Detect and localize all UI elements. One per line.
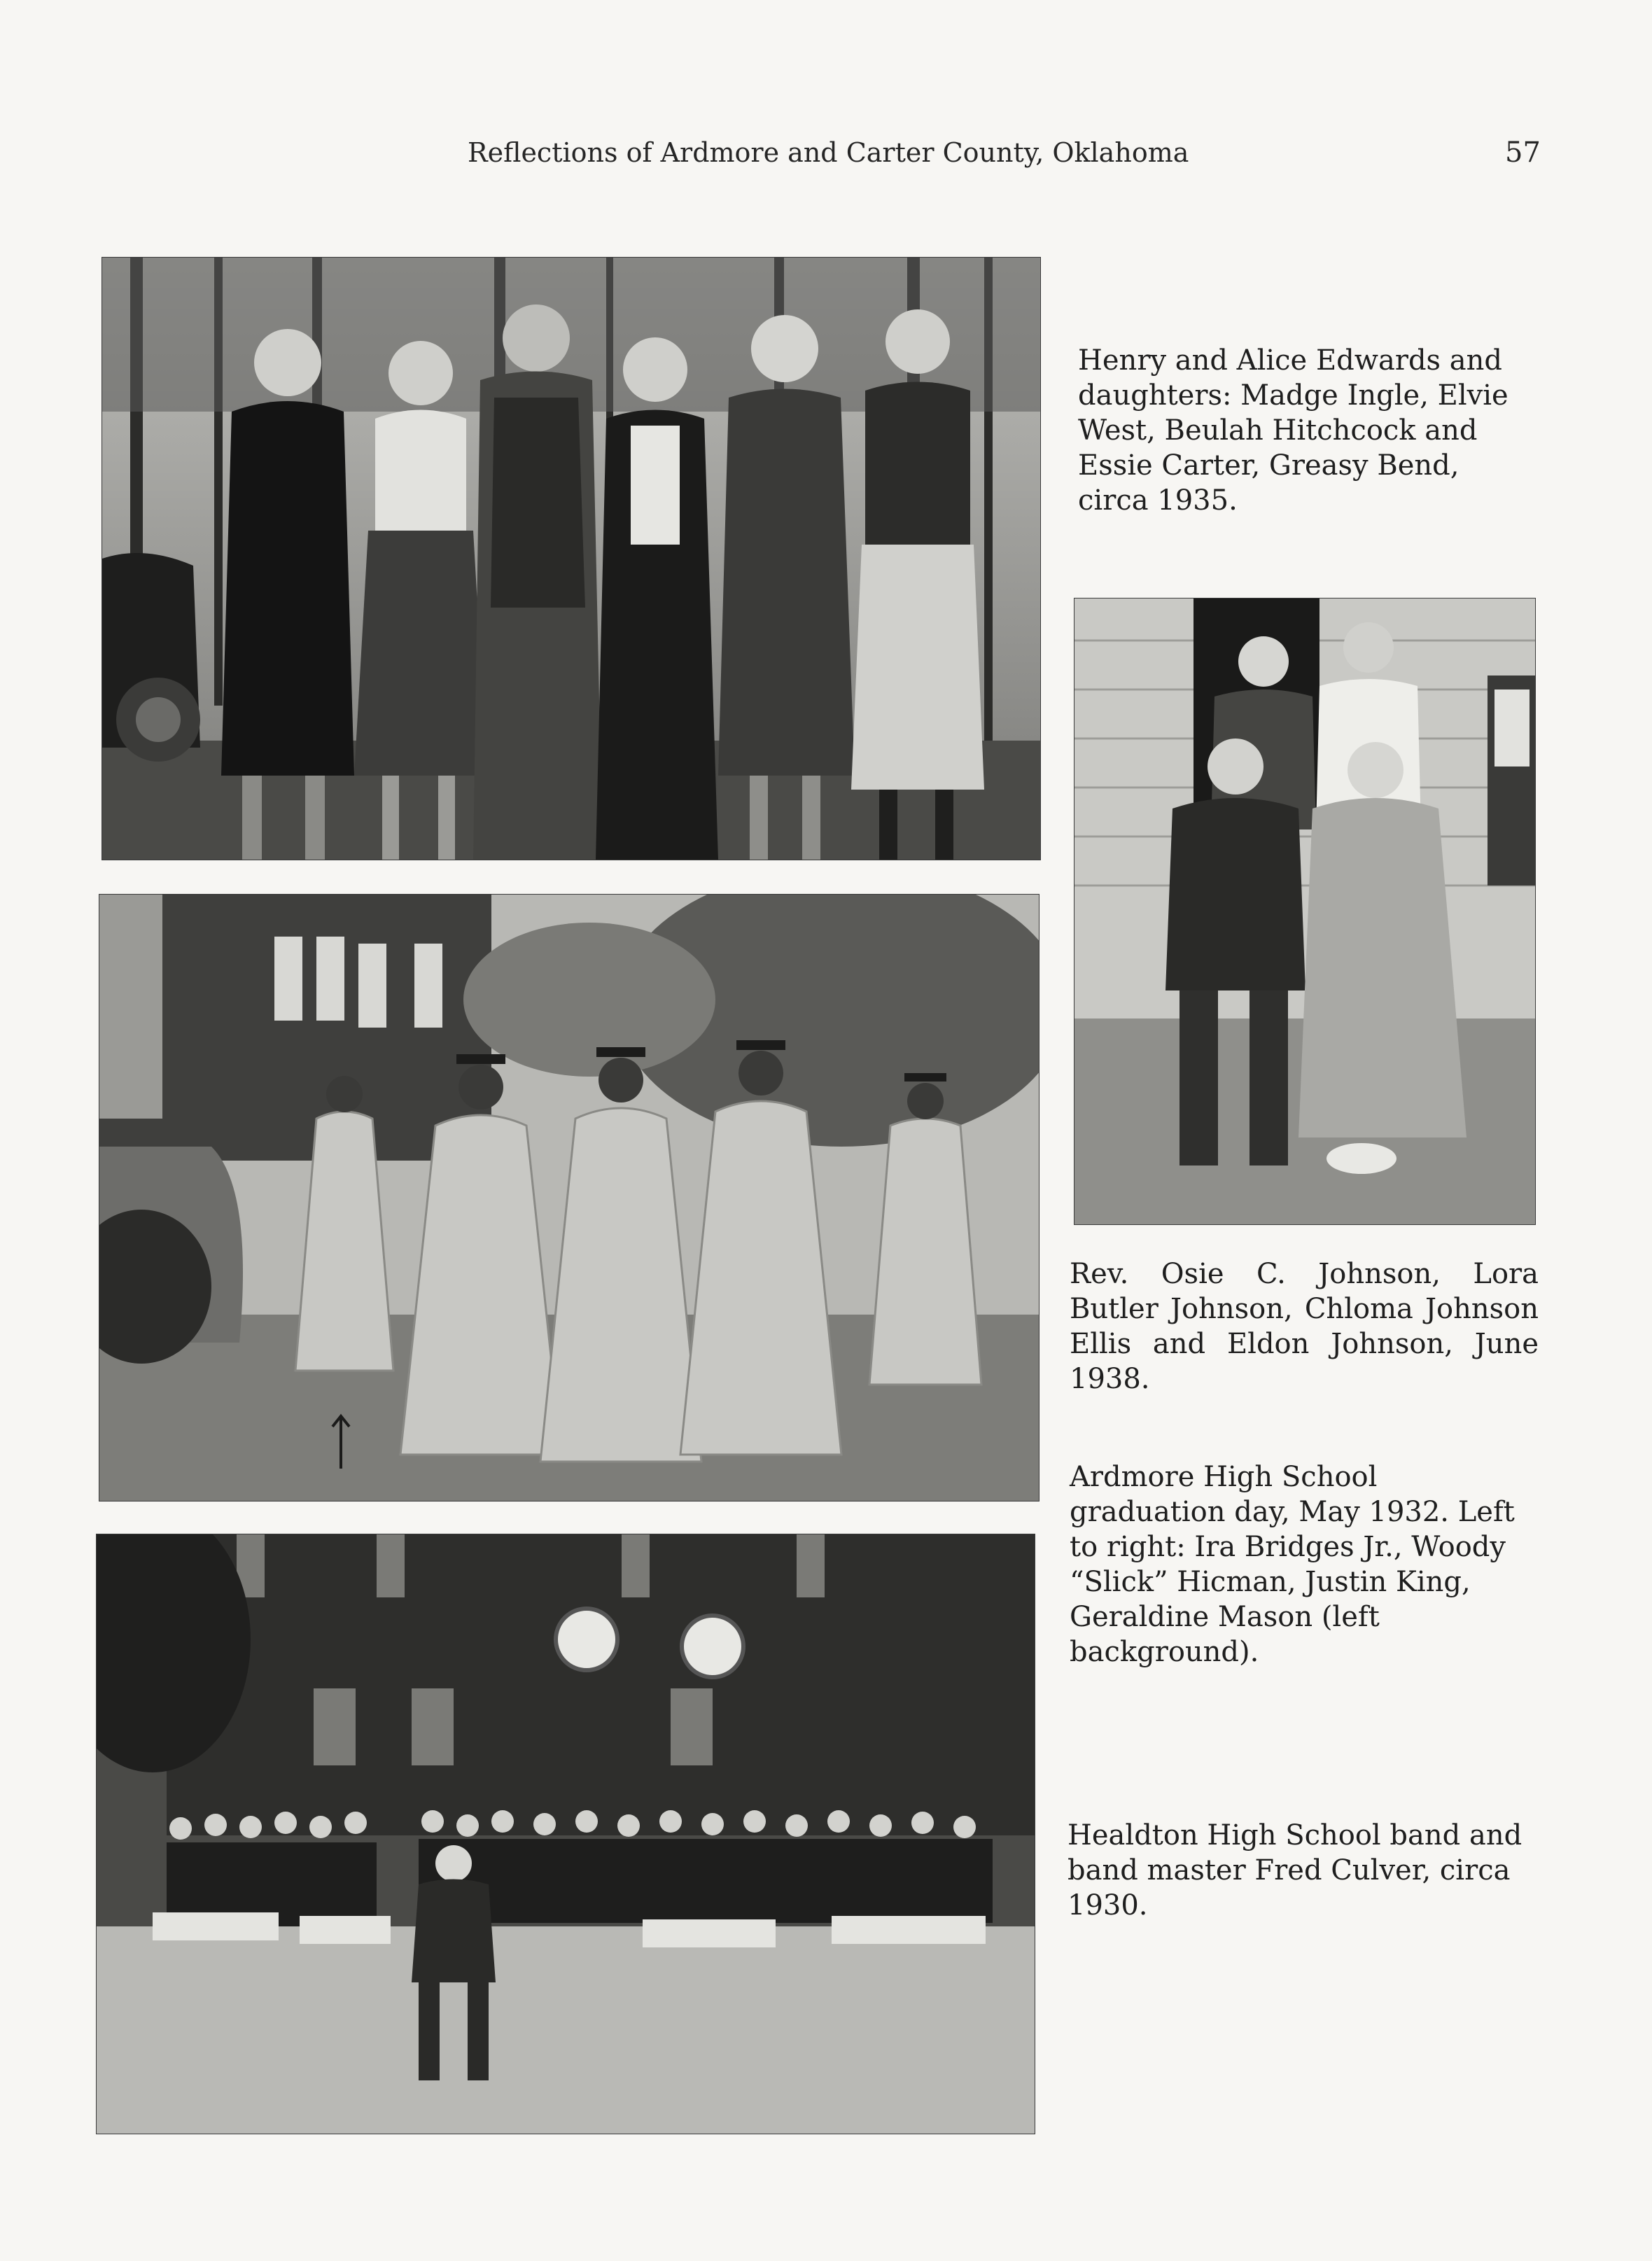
photo-edwards-family	[102, 258, 1040, 860]
caption-johnson-family: Rev. Osie C. Johnson, Lora Butler Johnson, Chloma Johnson Ellis and Eldon Johnson, June 1938.	[1070, 1258, 1539, 1395]
caption-ardmore-graduation: Ardmore High School graduation day, May 1932. Left to right: Ira Bridges Jr., Woody “Slick” Hicman, Justin King, Geraldine Mason (left background).	[1070, 1461, 1515, 1668]
running-header	[0, 132, 1652, 174]
page-number: 57	[1505, 136, 1541, 169]
running-title: Reflections of Ardmore and Carter County, Oklahoma	[468, 137, 1189, 168]
caption-healdton-band: Healdton High School band and band master Fred Culver, circa 1930.	[1068, 1819, 1522, 1921]
caption-edwards-family: Henry and Alice Edwards and daughters: Madge Ingle, Elvie West, Beulah Hitchcock and Essie Carter, Greasy Bend, circa 1935.	[1078, 344, 1508, 517]
photo-healdton-band	[97, 1534, 1035, 2134]
photo-johnson-family	[1074, 598, 1535, 1224]
photo-ardmore-graduation	[99, 895, 1039, 1501]
